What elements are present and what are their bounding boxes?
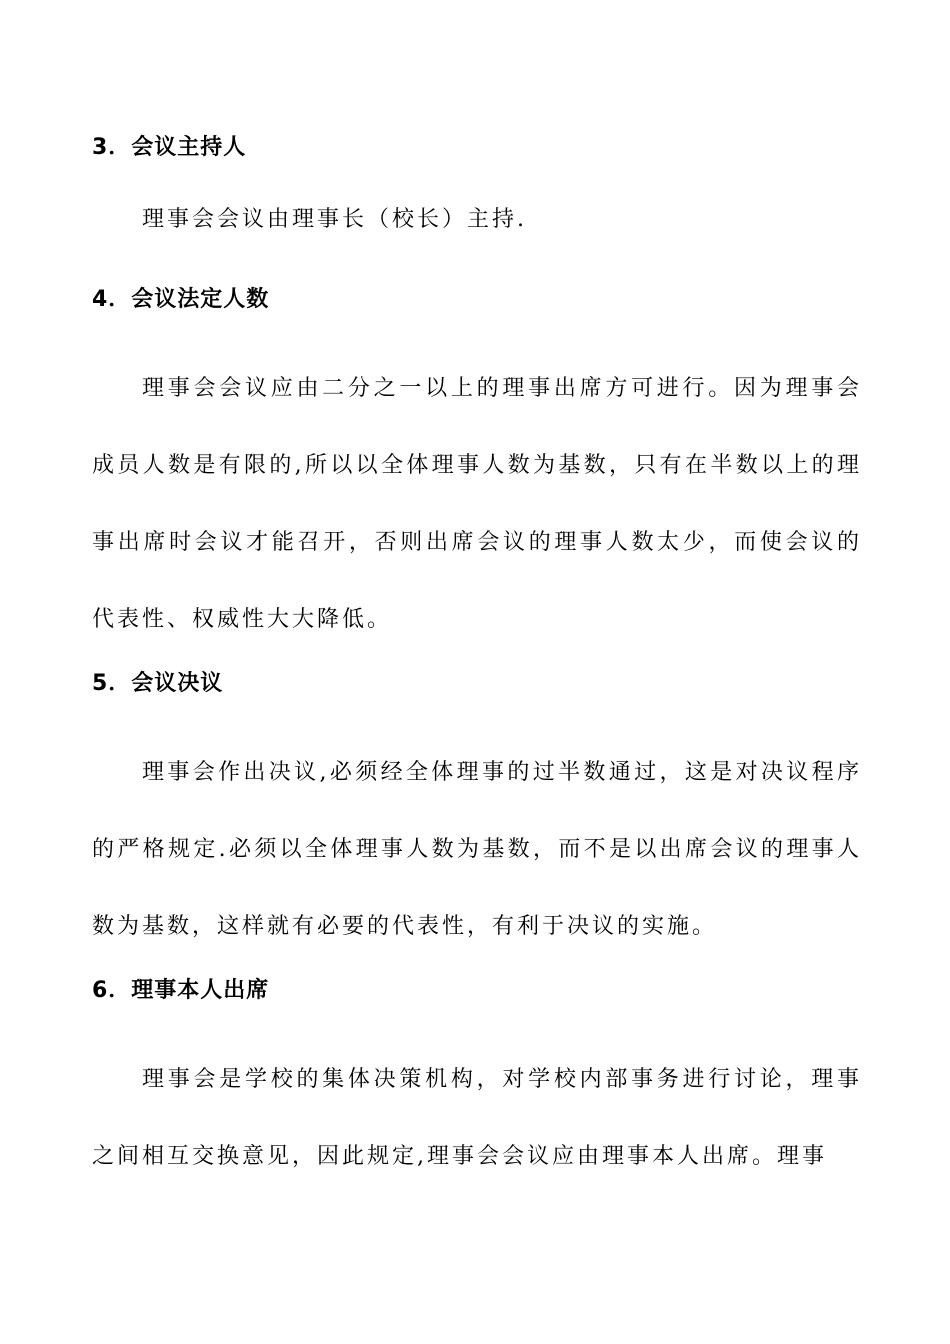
section-body-4: 理事会会议应由二分之一以上的理事出席方可进行。因为理事会成员人数是有限的,所以以全体理事人数为基数，只有在半数以上的理事出席时会议才能召开，否则出席会议的理事人数太少，而使会议的代表性、权威性大大降低。	[92, 376, 862, 632]
section-body-6: 理事会是学校的集体决策机构，对学校内部事务进行讨论，理事之间相互交换意见，因此规定,理事会会议应由理事本人出席。理事	[92, 1067, 862, 1169]
document-content	[92, 122, 862, 1195]
section-heading-6: 6．理事本人出席	[92, 978, 270, 1003]
section-body-3: 理事会会议由理事长（校长）主持.	[142, 207, 527, 232]
section-heading-4: 4．会议法定人数	[92, 287, 270, 312]
section-body-5: 理事会作出决议,必须经全体理事的过半数通过，这是对决议程序的严格规定.必须以全体理事人数为基数，而不是以出席会议的理事人数为基数，这样就有必要的代表性，有利于决议的实施。	[92, 760, 862, 939]
section-heading-3: 3．会议主持人	[92, 135, 247, 160]
section-heading-5: 5．会议决议	[92, 671, 224, 696]
